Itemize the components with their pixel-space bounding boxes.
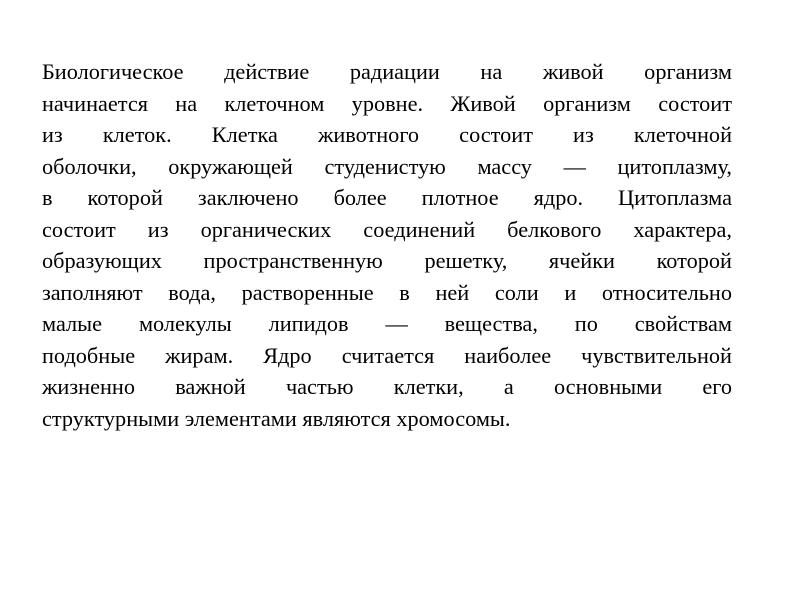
paragraph-line-6: состоит из органических соединений белкового характера, (42, 216, 732, 242)
paragraph-line-1: Биологическое действие радиации на живой организм (42, 59, 732, 84)
paragraph-line-5: в которой заключено более плотное ядро. Цитоплазма (42, 185, 732, 210)
paragraph-line-10: подобные жирам. Ядро считается наиболее чувствительной (42, 342, 732, 368)
paragraph-line-3: из клеток. Клетка животного состоит из клеточной (42, 122, 732, 147)
body-paragraph (42, 56, 732, 434)
paragraph-line-11: жизненно важной частью клетки, а основными его (42, 374, 732, 399)
paragraph-line-12: структурными элементами являются хромосомы. (42, 405, 511, 431)
paragraph-line-8: заполняют вода, растворенные в ней соли и относительно (42, 279, 732, 305)
paragraph-line-2: начинается на клеточном уровне. Живой организм состоит (42, 90, 732, 116)
paragraph-line-4: оболочки, окружающей студенистую массу — цитоплазму, (42, 153, 732, 179)
paragraph-line-7: образующих пространственную решетку, ячейки которой (42, 248, 732, 273)
paragraph-line-9: малые молекулы липидов — вещества, по свойствам (42, 311, 732, 336)
